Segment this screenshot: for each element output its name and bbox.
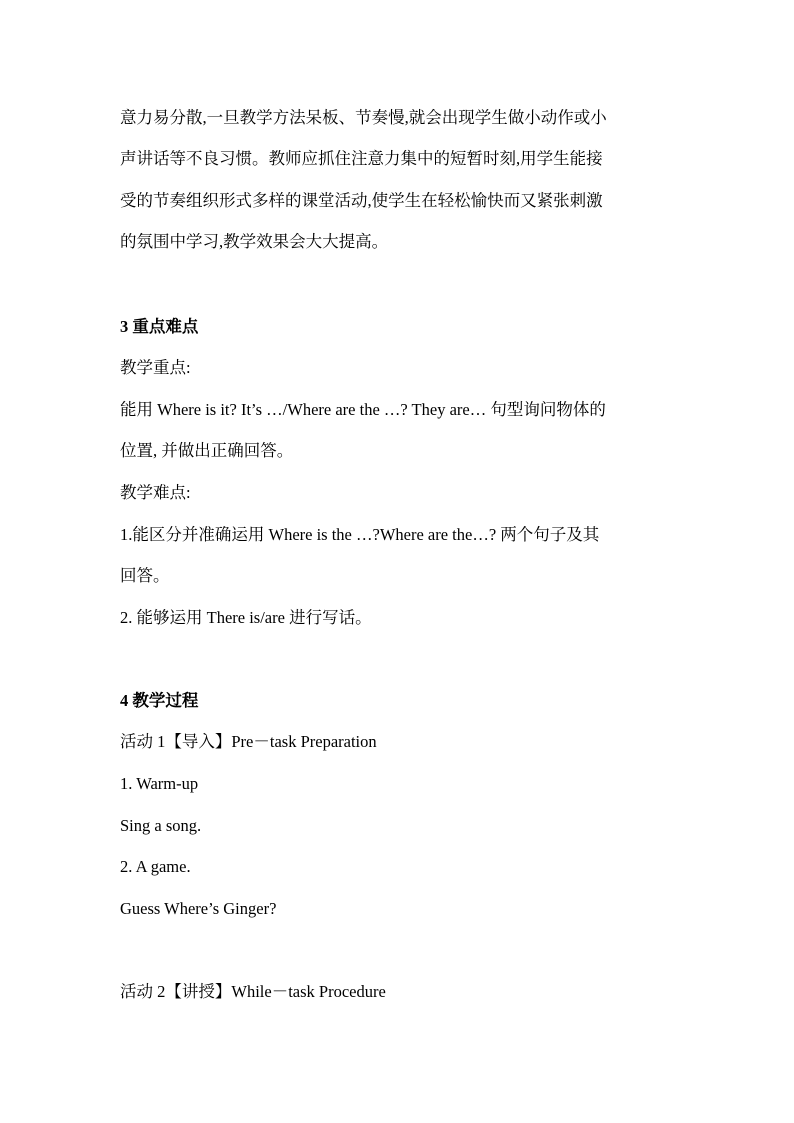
key-points-label: 教学重点: <box>120 358 191 377</box>
difficulty-item-1: 1.能区分并准确运用 Where is the …?Where are the…? 两个句子及其 <box>120 525 600 544</box>
section-3-heading: 3 重点难点 <box>120 317 199 336</box>
section-4-heading: 4 教学过程 <box>120 691 199 710</box>
activity-2-title: 活动 2【讲授】While－task Procedure <box>120 982 386 1001</box>
key-points-line-1: 能用 Where is it? It’s …/Where are the …? They are… 句型询问物体的 <box>120 400 606 419</box>
difficulty-label: 教学难点: <box>120 483 191 502</box>
intro-line-2: 声讲话等不良习惯。教师应抓住注意力集中的短暂时刻,用学生能接 <box>120 149 603 168</box>
activity-1-title: 活动 1【导入】Pre－task Preparation <box>120 732 377 751</box>
intro-line-3: 受的节奏组织形式多样的课堂活动,使学生在轻松愉快而又紧张刺激 <box>120 191 603 210</box>
intro-line-1: 意力易分散,一旦教学方法呆板、节奏慢,就会出现学生做小动作或小 <box>120 108 607 127</box>
difficulty-item-2: 2. 能够运用 There is/are 进行写话。 <box>120 608 372 627</box>
step-2-detail: Guess Where’s Ginger? <box>120 899 277 918</box>
difficulty-item-1-cont: 回答。 <box>120 566 170 585</box>
intro-line-4: 的氛围中学习,教学效果会大大提高。 <box>120 232 389 251</box>
key-points-line-2: 位置, 并做出正确回答。 <box>120 441 294 460</box>
step-1-title: 1. Warm-up <box>120 774 199 793</box>
step-1-detail: Sing a song. <box>120 816 202 835</box>
step-2-title: 2. A game. <box>120 857 191 876</box>
